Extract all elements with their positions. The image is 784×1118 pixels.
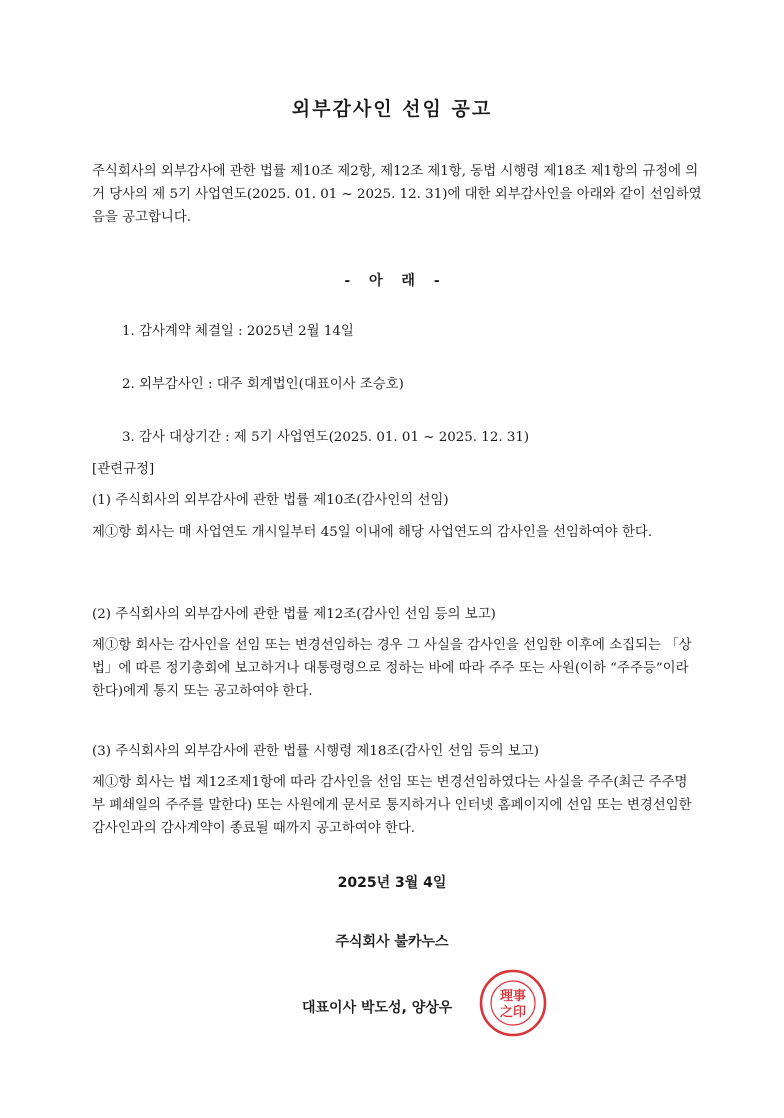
regulation-1-heading: (1) 주식회사의 외부감사에 관한 법률 제10조(감사인의 선임) — [92, 493, 449, 508]
section-heading: - 아 래 - — [344, 273, 440, 289]
related-regulations-heading: [관련규정] — [92, 462, 155, 477]
company-name: 주식회사 불카누스 — [335, 934, 449, 950]
regulation-1-body: 제①항 회사는 매 사업연도 개시일부터 45일 이내에 해당 사업연도의 감사인을 선임하여야 한다. — [92, 525, 653, 540]
notice-items — [122, 320, 722, 479]
intro-paragraph: 주식회사의 외부감사에 관한 법률 제10조 제2항, 제12조 제1항, 동법 시행령 제18조 제1항의 규정에 의거 당사의 제 5기 사업연도(2025. 01. 01 ~ 2025. 12. 31)에 대한 외부감사인을 아래와 같이 선임하였음을 공고합니다. — [92, 164, 702, 225]
svg-text:理事: 理事 — [499, 989, 527, 1004]
regulation-2-body: 제①항 회사는 감사인을 선임 또는 변경선임하는 경우 그 사실을 감사인을 선임한 이후에 소집되는 「상법」에 따른 정기총회에 보고하거나 대통령령으로 정하는 바에 따라 주주 또는 사원(이하 “주주등”이라 한다)에게 통지 또는 공고하여야 한다. — [92, 638, 692, 699]
document-title: 외부감사인 선임 공고 — [291, 98, 493, 120]
regulation-3-body: 제①항 회사는 법 제12조제1항에 따라 감사인을 선임 또는 변경선임하였다는 사실을 주주(최근 주주명부 폐쇄일의 주주를 말한다) 또는 사원에게 문서로 통지하거나 인터넷 홈페이지에 선임 또는 변경선임한 감사인과의 감사계약이 종료될 때까지 공고하여야 한다. — [92, 775, 692, 836]
notice-item-auditor: 2. 외부감사인 : 대주 회계법인(대표이사 조승호) — [122, 377, 404, 392]
company-seal-icon — [478, 968, 548, 1038]
regulation-3-heading: (3) 주식회사의 외부감사에 관한 법률 시행령 제18조(감사인 선임 등의 보고) — [92, 744, 539, 759]
svg-text:之印: 之印 — [499, 1005, 527, 1020]
notice-date: 2025년 3월 4일 — [337, 875, 447, 891]
regulation-2-heading: (2) 주식회사의 외부감사에 관한 법률 제12조(감사인 선임 등의 보고) — [92, 607, 496, 622]
notice-item-audit-period: 3. 감사 대상기간 : 제 5기 사업연도(2025. 01. 01 ~ 2025. 12. 31) — [122, 430, 530, 445]
representative-names: 대표이사 박도성, 양상우 — [302, 1000, 453, 1016]
notice-item-contract-date: 1. 감사계약 체결일 : 2025년 2월 14일 — [122, 324, 354, 339]
